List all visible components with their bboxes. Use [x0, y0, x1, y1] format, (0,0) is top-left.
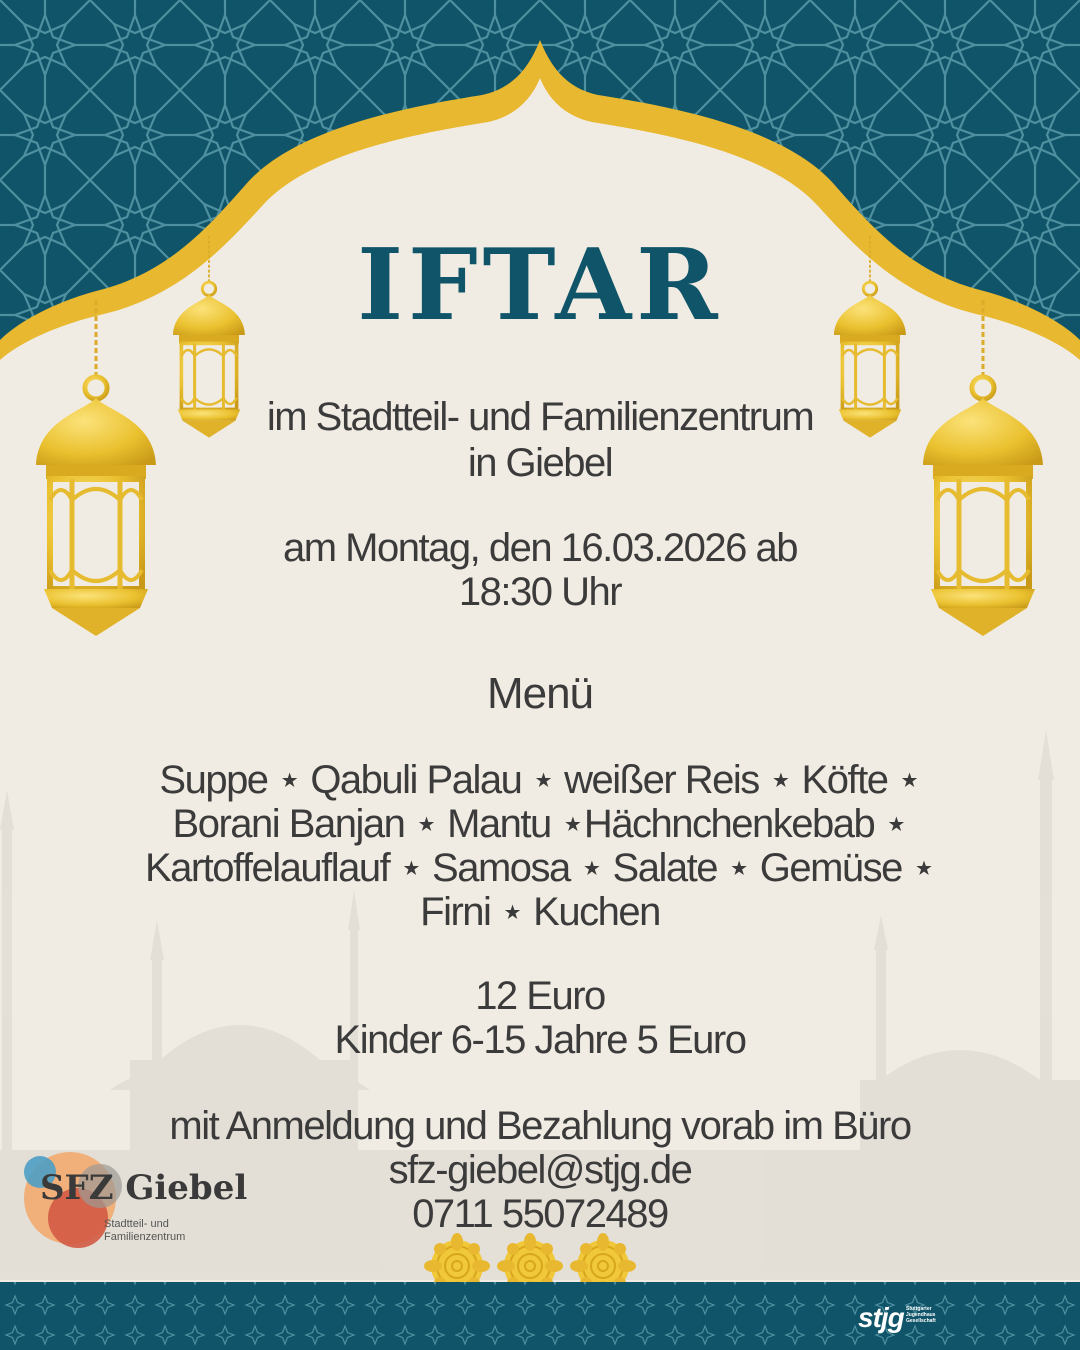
menu-line-3: Kartoffelauflauf ⋆ Samosa ⋆ Salate ⋆ Gemüse ⋆ [144, 846, 936, 890]
venue-line-1: im Stadtteil- und Familienzentrum [266, 395, 814, 439]
phone-number: 0711 55072489 [412, 1192, 668, 1236]
price-text [0, 974, 1080, 1062]
logo-subtitle [104, 1218, 185, 1244]
stjg-logo [858, 1300, 948, 1336]
menu-line-1: Suppe ⋆ Qabuli Palau ⋆ weißer Reis ⋆ Köfte ⋆ [159, 758, 921, 802]
menu-line-2: Borani Banjan ⋆ Mantu ⋆Hächnchenkebab ⋆ [172, 802, 908, 846]
stjg-logo-name: stjg [858, 1302, 904, 1333]
page-title: IFTAR [357, 228, 723, 343]
price-children: Kinder 6-15 Jahre 5 Euro [334, 1018, 746, 1062]
venue-text [0, 394, 1080, 486]
menu-list [0, 758, 1080, 934]
logo-subtitle-line-2: Familienzentrum [104, 1231, 186, 1243]
stjg-logo-subtitle: Stuttgarter Jugendhaus Gesellschaft [906, 1306, 936, 1324]
venue-line-2: in Giebel [467, 441, 613, 485]
date-line-2: 18:30 Uhr [458, 570, 622, 614]
menu-heading: Menü [486, 669, 594, 718]
email-link[interactable]: sfz-giebel@stjg.de [388, 1148, 692, 1192]
registration-note: mit Anmeldung und Bezahlung vorab im Büro [169, 1104, 911, 1148]
menu-line-4: Firni ⋆ Kuchen [420, 890, 660, 934]
date-line-1: am Montag, den 16.03.2026 ab [283, 526, 797, 570]
date-text [0, 526, 1080, 614]
sfz-logo [22, 1152, 262, 1248]
logo-name: SFZ Giebel [40, 1168, 248, 1208]
logo-subtitle-line-1: Stadtteil- und [104, 1218, 169, 1230]
price-adult: 12 Euro [475, 974, 605, 1018]
